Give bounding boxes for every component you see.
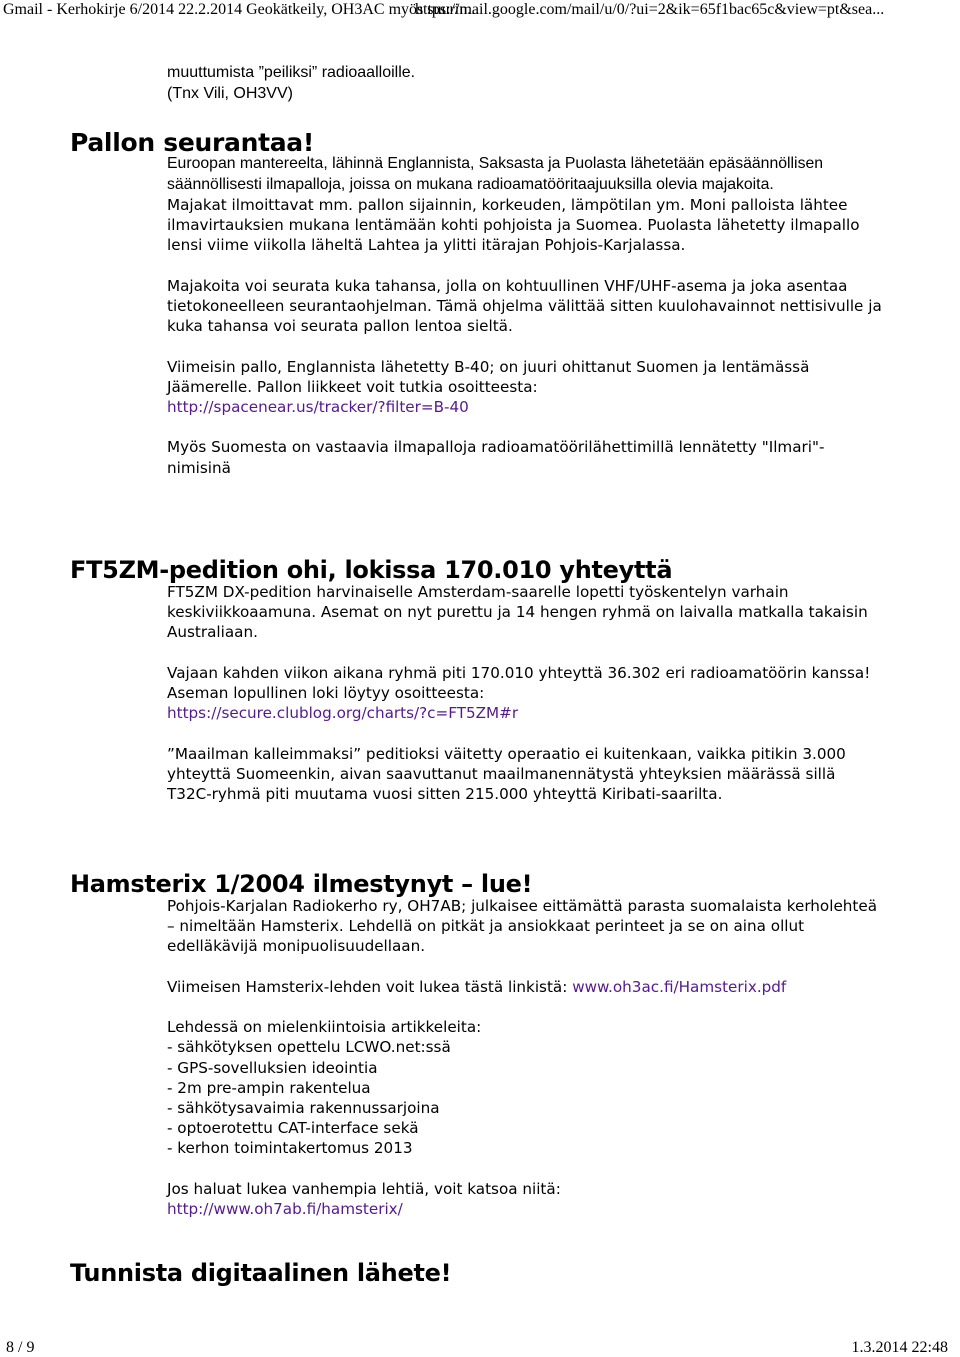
balloon-paragraph: Viimeisin pallo, Englannista lähetetty B-40; on juuri ohittanut Suomen ja lentämässä Jäämerelle. Pallon liikkeet voit tutkia osoitteesta: [167,357,810,396]
hamsterix-paragraph: Viimeisen Hamsterix-lehden voit lukea tästä linkistä: www.oh3ac.fi/Hamsterix.pdf [167,977,787,996]
ft5zm-paragraph: ”Maailman kalleimmaksi” peditioksi väitetty operaatio ei kuitenkaan, vaikka pitikin 3.000 yhteyttä Suomeenkin, aivan saavuttanut maailmanennätystä yhteyksien määrässä sillä T32C-ryhmä piti muutama vuosi sitten 215.000 yhteyttä Kiribati-saarilta. [167,744,846,803]
hamsterix-paragraph: Pohjois-Karjalan Radiokerho ry, OH7AB; julkaisee eittämättä parasta suomalaista kerholehteä – nimeltään Hamsterix. Lehdellä on pitkät ja ansiokkaat perinteet ja se on aina ollut edelläkävijä monipuolisuudellaan. [167,897,878,956]
print-header-url: https://mail.google.com/mail/u/0/?ui=2&ik=65f1bac65c&view=pt&sea... [415,1,885,18]
intro-block [167,62,887,104]
ft5zm-paragraph: FT5ZM DX-pedition harvinaiselle Amsterdam-saarelle lopetti työskentelyn varhain keskiviikkoaamuna. Asemat on nyt purettu ja 14 hengen ryhmä on laivalla matkalla takaisin Australiaan. [167,583,868,642]
hamsterix-paragraph: Jos haluat lukea vanhempia lehtiä, voit katsoa niitä: [167,1179,561,1198]
hamsterix-list-item: - 2m pre-ampin rakentelua [167,1078,371,1097]
print-header-title: Gmail - Kerhokirje 6/2014 22.2.2014 Geokätkeily, OH3AC myös suurin... [3,1,480,18]
intro-credit: (Tnx Vili, OH3VV) [167,85,293,102]
section-title-ft5zm: FT5ZM-pedition ohi, lokissa 170.010 yhteyttä [70,556,673,584]
section-hamsterix-body [167,896,887,1219]
section-title-hamsterix: Hamsterix 1/2004 ilmestynyt – lue! [70,870,533,898]
section-balloon-body [167,153,887,195]
hamsterix-pdf-link[interactable]: www.oh3ac.fi/Hamsterix.pdf [572,977,787,996]
section-balloon-body-2 [167,195,882,478]
ft5zm-paragraph: Vajaan kahden viikon aikana ryhmä piti 170.010 yhteyttä 36.302 eri radioamatöörin kanssa! Aseman lopullinen loki löytyy osoitteesta: [167,663,871,702]
balloon-paragraph: Majakoita voi seurata kuka tahansa, jolla on kohtuullinen VHF/UHF-asema ja joka asentaa tietokoneelleen seurantaohjelman. Tämä ohjelma välittää sitten kuulohavainnot nettisivulle ja kuka tahansa voi seurata pallon lentoa sieltä. [167,276,882,336]
intro-line: muuttumista ”peiliksi” radioaalloille. [167,64,416,81]
hamsterix-list-item: - GPS-sovelluksien ideointia [167,1058,378,1077]
balloon-paragraph: Majakat ilmoittavat mm. pallon sijainnin, korkeuden, lämpötilan ym. Moni palloista lähtee ilmavirtauksien mukana lentämään kohti pohjoista ja Suomea. Puolasta lähetetty ilmapallo lensi viime viikolla läheltä Lahtea ja ylitti itärajan Pohjois-Karjalassa. [167,196,860,255]
section-ft5zm-body [167,582,872,804]
spacenear-tracker-link[interactable]: http://spacenear.us/tracker/?filter=B-40 [167,398,469,416]
balloon-paragraph: Euroopan mantereelta, lähinnä Englannista, Saksasta ja Puolasta lähetetään epäsäännöllisen säännöllisesti ilmapalloja, joissa on mukana radioamatööritaajuuksilla olevia majakoita. [167,155,824,193]
balloon-paragraph: Myös Suomesta on vastaavia ilmapalloja radioamatöörilähettimillä lennätetty "Ilmari"-nimisinä [167,438,825,477]
hamsterix-list-item: - optoerotettu CAT-interface sekä [167,1119,419,1138]
print-datetime: 1.3.2014 22:48 [851,1339,948,1356]
hamsterix-list-intro: Lehdessä on mielenkiintoisia artikkeleita: [167,1018,482,1037]
clublog-chart-link[interactable]: https://secure.clublog.org/charts/?c=FT5ZM#r [167,704,519,723]
section-title-balloon: Pallon seurantaa! [70,128,314,157]
oh7ab-hamsterix-link[interactable]: http://www.oh7ab.fi/hamsterix/ [167,1200,403,1218]
section-title-digital: Tunnista digitaalinen lähete! [70,1259,452,1287]
page-number: 8 / 9 [6,1339,35,1356]
hamsterix-list-item: - kerhon toimintakertomus 2013 [167,1139,413,1158]
hamsterix-list-item: - sähkötysavaimia rakennussarjoina [167,1099,440,1117]
hamsterix-list-item: - sähkötyksen opettelu LCWO.net:ssä [167,1038,451,1057]
